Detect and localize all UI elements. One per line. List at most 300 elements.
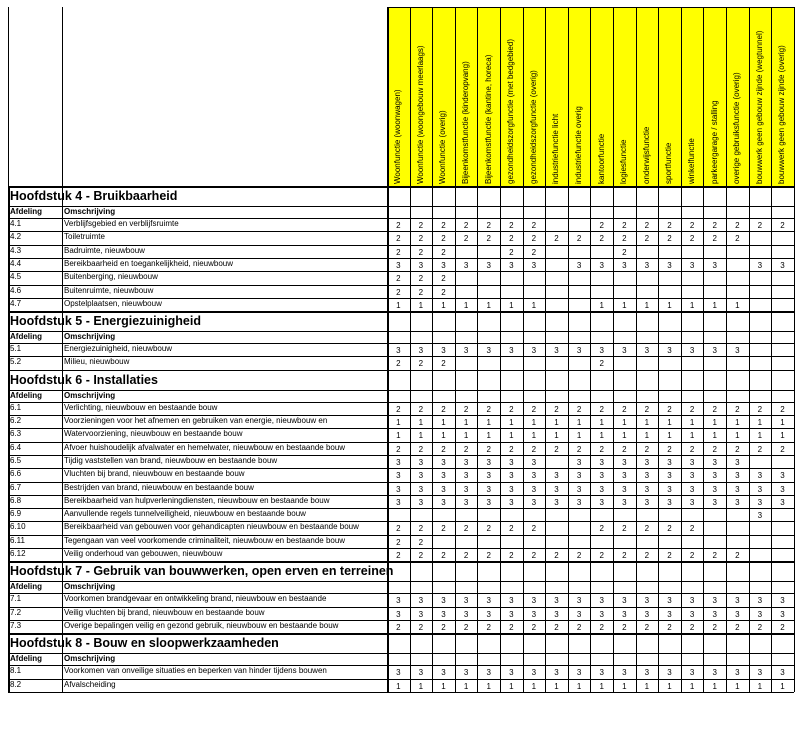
value-cell: 2 <box>780 221 785 230</box>
value-cell: 2 <box>599 524 604 534</box>
value-cell: 3 <box>599 609 604 619</box>
afdeling-label: Afdeling <box>10 582 42 592</box>
grid-line <box>387 7 389 692</box>
value-cell: 3 <box>486 668 491 678</box>
column-header-15 <box>703 7 726 186</box>
row-description: Veilig onderhoud van gebouwen, nieuwbouw <box>64 549 223 558</box>
value-cell: 1 <box>509 300 514 310</box>
value-cell: 3 <box>554 497 559 507</box>
value-cell: 1 <box>486 681 491 691</box>
value-cell <box>771 343 794 356</box>
value-cell: 3 <box>599 260 604 270</box>
grid-line <box>8 186 10 692</box>
value-cell: 2 <box>757 622 763 632</box>
value-cell <box>726 521 749 534</box>
value-cell: 3 <box>418 484 424 494</box>
value-cell: 2 <box>667 404 672 414</box>
value-cell: 3 <box>509 484 514 494</box>
omschrijving-label: Omschrijving <box>64 390 116 400</box>
column-header-4 <box>455 7 478 186</box>
value-cell: 1 <box>735 431 740 441</box>
value-cell: 2 <box>712 622 717 632</box>
value-cell: 3 <box>486 484 491 494</box>
value-cell <box>568 508 591 521</box>
value-cell: 1 <box>599 681 604 691</box>
value-cell: 2 <box>396 537 401 547</box>
value-cell: 3 <box>509 471 514 481</box>
value-cell <box>590 271 613 284</box>
row-description: Overige bepalingen veilig en gezond gebruik, nieuwbouw en bestaande bouw <box>64 620 339 630</box>
grid-line <box>410 7 411 692</box>
grid-line <box>8 653 794 654</box>
value-cell: 3 <box>396 346 401 356</box>
value-cell: 3 <box>463 260 469 270</box>
column-header-9 <box>568 7 591 186</box>
value-cell <box>500 356 523 369</box>
value-cell <box>455 271 478 284</box>
value-cell: 1 <box>418 300 424 310</box>
value-cell: 2 <box>689 524 695 534</box>
value-cell: 3 <box>463 346 469 356</box>
value-cell: 3 <box>554 484 559 494</box>
value-cell: 3 <box>689 596 695 606</box>
value-cell: 3 <box>644 668 650 678</box>
grid-line <box>8 607 794 608</box>
value-cell <box>681 271 704 284</box>
value-cell: 3 <box>622 609 627 619</box>
column-header-3 <box>432 7 455 186</box>
value-cell: 2 <box>712 444 717 454</box>
column-header-label: Woonfunctie (woonwagen) <box>393 89 403 184</box>
value-cell <box>771 298 794 311</box>
value-cell: 3 <box>509 457 514 467</box>
value-cell: 3 <box>757 609 763 619</box>
value-cell: 2 <box>441 221 446 230</box>
value-cell: 3 <box>486 457 491 467</box>
value-cell: 2 <box>622 622 627 632</box>
value-cell: 3 <box>735 471 740 481</box>
value-cell: 3 <box>509 668 514 678</box>
value-cell: 3 <box>576 596 582 606</box>
value-cell: 2 <box>509 524 514 534</box>
value-cell: 2 <box>418 622 424 632</box>
value-cell: 2 <box>644 234 650 244</box>
value-cell: 1 <box>599 431 604 441</box>
value-cell: 1 <box>463 681 469 691</box>
value-cell: 3 <box>576 609 582 619</box>
value-cell: 2 <box>689 404 695 414</box>
value-cell: 3 <box>463 457 469 467</box>
value-cell: 2 <box>667 221 672 230</box>
grid-line <box>726 7 727 692</box>
column-header-14 <box>681 7 704 186</box>
value-cell: 3 <box>622 471 627 481</box>
value-cell: 3 <box>599 596 604 606</box>
value-cell: 2 <box>441 404 446 414</box>
value-cell: 3 <box>554 609 559 619</box>
value-cell <box>477 356 500 369</box>
afdeling-label: Afdeling <box>10 207 42 216</box>
value-cell: 2 <box>735 622 740 632</box>
value-cell: 3 <box>622 346 627 356</box>
value-cell: 2 <box>689 551 695 560</box>
value-cell <box>681 356 704 369</box>
value-cell: 3 <box>486 497 491 507</box>
column-header-11 <box>613 7 636 186</box>
value-cell <box>681 285 704 298</box>
value-cell <box>771 285 794 298</box>
value-cell <box>523 356 546 369</box>
grid-line <box>8 285 794 286</box>
value-cell: 3 <box>463 609 469 619</box>
afdeling-label: Afdeling <box>10 390 42 400</box>
column-header-label: winkelfunctie <box>687 138 697 184</box>
value-cell <box>613 508 636 521</box>
value-cell: 2 <box>644 551 650 560</box>
value-cell: 2 <box>735 404 740 414</box>
value-cell: 2 <box>622 234 627 244</box>
row-description: Badruimte, nieuwbouw <box>64 245 145 255</box>
value-cell: 3 <box>531 497 537 507</box>
value-cell: 3 <box>667 346 672 356</box>
value-cell: 3 <box>757 668 763 678</box>
value-cell: 1 <box>418 431 424 441</box>
value-cell <box>636 356 659 369</box>
value-cell: 2 <box>396 234 401 244</box>
value-cell: 1 <box>780 681 785 691</box>
value-cell: 3 <box>780 668 785 678</box>
value-cell: 2 <box>441 444 446 454</box>
value-cell: 3 <box>576 346 582 356</box>
value-cell: 1 <box>667 418 672 427</box>
row-description: Bestrijden van brand, nieuwbouw en bestaande bouw <box>64 482 254 492</box>
value-cell: 3 <box>735 346 740 356</box>
column-header-label: logiesfunctie <box>619 139 629 184</box>
value-cell: 3 <box>463 497 469 507</box>
value-cell: 3 <box>667 484 672 494</box>
value-cell: 3 <box>712 471 717 481</box>
value-cell: 2 <box>509 404 514 414</box>
value-cell <box>545 285 568 298</box>
value-cell: 2 <box>689 221 695 230</box>
value-cell: 2 <box>441 247 446 257</box>
value-cell: 2 <box>667 444 672 454</box>
value-cell: 2 <box>396 622 401 632</box>
value-cell: 3 <box>735 484 740 494</box>
chapter-title: Hoofdstuk 8 - Bouw en sloopwerkzaamheden <box>10 636 279 651</box>
value-cell: 2 <box>667 234 672 244</box>
value-cell: 2 <box>396 221 401 230</box>
value-cell: 2 <box>576 234 582 244</box>
value-cell <box>568 298 591 311</box>
value-cell <box>477 535 500 548</box>
value-cell <box>432 508 455 521</box>
value-cell <box>590 535 613 548</box>
grid-line <box>477 7 478 692</box>
grid-line <box>658 7 659 692</box>
column-header-label: bouwwerk geen gebouw zijnde (overig) <box>777 45 787 184</box>
value-cell: 2 <box>554 404 559 414</box>
row-description: Voorkomen brandgevaar en ontwikkeling brand, nieuwbouw en bestaande <box>64 594 327 604</box>
value-cell: 2 <box>757 221 763 230</box>
value-cell: 3 <box>644 346 650 356</box>
column-header-label: Woonfunctie (overig) <box>438 110 448 184</box>
value-cell: 3 <box>757 484 763 494</box>
value-cell: 1 <box>622 300 627 310</box>
column-header-label: Woonfunctie (woongebouw meerlaags) <box>415 45 425 184</box>
value-cell <box>658 535 681 548</box>
value-cell: 3 <box>622 484 627 494</box>
value-cell: 3 <box>486 609 491 619</box>
value-cell: 3 <box>757 471 763 481</box>
value-cell: 3 <box>644 457 650 467</box>
value-cell: 2 <box>418 444 424 454</box>
grid-line <box>8 482 794 483</box>
value-cell: 3 <box>486 346 491 356</box>
value-cell: 1 <box>441 300 446 310</box>
value-cell: 3 <box>780 484 785 494</box>
value-cell: 3 <box>689 609 695 619</box>
value-cell: 1 <box>780 431 785 441</box>
value-cell: 2 <box>531 551 537 560</box>
value-cell <box>703 285 726 298</box>
grid-line <box>8 535 794 536</box>
value-cell: 3 <box>486 471 491 481</box>
value-cell <box>636 508 659 521</box>
value-cell: 1 <box>396 418 401 427</box>
value-cell: 1 <box>622 418 627 427</box>
row-code: 8.1 <box>10 666 22 676</box>
omschrijving-label: Omschrijving <box>64 582 116 592</box>
value-cell: 3 <box>441 471 446 481</box>
value-cell: 3 <box>554 346 559 356</box>
value-cell: 3 <box>531 471 537 481</box>
value-cell: 2 <box>531 444 537 454</box>
grid-line <box>703 7 704 692</box>
row-code: 4.7 <box>10 298 22 308</box>
value-cell: 1 <box>576 431 582 441</box>
grid-line <box>636 7 637 692</box>
value-cell <box>703 356 726 369</box>
value-cell <box>568 285 591 298</box>
value-cell: 3 <box>599 457 604 467</box>
value-cell: 3 <box>441 609 446 619</box>
value-cell: 3 <box>509 260 514 270</box>
value-cell <box>545 521 568 534</box>
value-cell: 3 <box>622 457 627 467</box>
value-cell: 2 <box>486 234 491 244</box>
afdeling-label: Afdeling <box>10 332 42 342</box>
value-cell: 1 <box>396 681 401 691</box>
value-cell: 3 <box>622 668 627 678</box>
value-cell <box>749 548 772 561</box>
value-cell <box>545 508 568 521</box>
value-cell <box>636 245 659 258</box>
value-cell: 3 <box>418 457 424 467</box>
column-header-12 <box>636 7 659 186</box>
value-cell <box>658 508 681 521</box>
row-code: 5.2 <box>10 357 22 367</box>
value-cell <box>749 285 772 298</box>
grid-line <box>8 206 794 207</box>
value-cell: 3 <box>599 484 604 494</box>
value-cell: 2 <box>441 551 446 560</box>
value-cell: 2 <box>486 404 491 414</box>
value-cell <box>771 521 794 534</box>
value-cell: 1 <box>509 431 514 441</box>
column-header-label: Bijeenkomstfunctie (kantine, horeca) <box>483 54 493 184</box>
value-cell: 3 <box>599 668 604 678</box>
row-code: 6.10 <box>10 522 26 532</box>
value-cell: 2 <box>396 274 401 284</box>
grid-line <box>8 581 794 582</box>
value-cell: 3 <box>780 260 785 270</box>
row-code: 7.3 <box>10 620 22 630</box>
value-cell: 2 <box>599 444 604 454</box>
value-cell: 3 <box>418 471 424 481</box>
value-cell <box>545 271 568 284</box>
value-cell <box>726 245 749 258</box>
row-description: Afvoer huishoudelijk afvalwater en hemelwater, nieuwbouw en bestaande bouw <box>64 442 346 452</box>
value-cell <box>523 535 546 548</box>
value-cell: 2 <box>712 404 717 414</box>
value-cell <box>477 271 500 284</box>
value-cell: 2 <box>689 234 695 244</box>
value-cell <box>771 508 794 521</box>
value-cell: 3 <box>644 484 650 494</box>
value-cell: 3 <box>757 497 763 507</box>
value-cell <box>455 535 478 548</box>
value-cell <box>703 245 726 258</box>
value-cell <box>568 218 591 231</box>
grid-line <box>794 7 795 692</box>
row-description: Voorkomen van onveilige situaties en beperken van hinder tijdens bouwen <box>64 666 327 676</box>
value-cell <box>568 271 591 284</box>
row-description: Veilig vluchten bij brand, nieuwbouw en bestaande bouw <box>64 607 265 617</box>
column-header-label: overige gebruiksfunctie (overig) <box>732 72 742 184</box>
value-cell: 2 <box>441 622 446 632</box>
grid-line <box>432 7 433 692</box>
value-cell: 2 <box>644 221 650 230</box>
value-cell: 1 <box>644 431 650 441</box>
value-cell: 2 <box>441 234 446 244</box>
value-cell: 3 <box>757 260 763 270</box>
value-cell: 1 <box>441 431 446 441</box>
grid-line <box>62 7 63 692</box>
value-cell: 2 <box>622 404 627 414</box>
value-cell <box>477 245 500 258</box>
value-cell: 2 <box>509 622 514 632</box>
value-cell: 2 <box>780 404 785 414</box>
row-code: 4.6 <box>10 285 22 295</box>
value-cell <box>545 245 568 258</box>
grid-line <box>8 521 794 522</box>
value-cell: 1 <box>509 418 514 427</box>
value-cell: 2 <box>509 444 514 454</box>
value-cell <box>613 285 636 298</box>
value-cell: 2 <box>463 234 469 244</box>
value-cell: 2 <box>689 622 695 632</box>
value-cell: 3 <box>531 346 537 356</box>
value-cell: 1 <box>735 300 740 310</box>
chapter-title: Hoofdstuk 6 - Installaties <box>10 372 158 387</box>
row-description: Bereikbaarheid van gebouwen voor gehandicapten nieuwbouw en bestaande bouw <box>64 522 359 532</box>
row-description: Watervoorziening, nieuwbouw en bestaande bouw <box>64 429 243 439</box>
value-cell: 3 <box>599 497 604 507</box>
value-cell: 3 <box>576 668 582 678</box>
value-cell <box>545 455 568 468</box>
value-cell: 3 <box>644 609 650 619</box>
value-cell: 3 <box>531 457 537 467</box>
value-cell: 1 <box>418 418 424 427</box>
column-header-7 <box>523 7 546 186</box>
value-cell: 3 <box>667 260 672 270</box>
value-cell: 2 <box>396 551 401 560</box>
value-cell: 3 <box>576 497 582 507</box>
value-cell <box>500 535 523 548</box>
value-cell: 1 <box>554 431 559 441</box>
value-cell <box>613 535 636 548</box>
value-cell <box>749 231 772 244</box>
row-code: 4.2 <box>10 232 22 242</box>
grid-line <box>8 343 794 344</box>
value-cell <box>771 271 794 284</box>
value-cell: 3 <box>689 346 695 356</box>
row-code: 6.2 <box>10 416 22 425</box>
value-cell: 2 <box>486 221 491 230</box>
value-cell: 3 <box>667 497 672 507</box>
grid-line <box>771 7 772 692</box>
grid-line <box>8 620 794 621</box>
value-cell: 2 <box>554 444 559 454</box>
value-cell: 2 <box>622 524 627 534</box>
value-cell <box>726 508 749 521</box>
value-cell: 2 <box>531 247 537 257</box>
value-cell: 2 <box>531 524 537 534</box>
value-cell: 2 <box>735 234 740 244</box>
grid-line <box>455 7 456 692</box>
value-cell <box>500 285 523 298</box>
value-cell: 3 <box>667 609 672 619</box>
grid-line <box>8 495 794 496</box>
grid-line <box>8 356 794 357</box>
value-cell: 3 <box>712 260 717 270</box>
row-description: Toiletruimte <box>64 232 105 242</box>
value-cell: 3 <box>667 596 672 606</box>
value-cell: 1 <box>441 681 446 691</box>
value-cell <box>410 508 433 521</box>
value-cell: 2 <box>735 221 740 230</box>
value-cell <box>477 285 500 298</box>
row-code: 4.4 <box>10 258 22 268</box>
value-cell: 3 <box>463 668 469 678</box>
column-header-2 <box>410 7 433 186</box>
value-cell: 1 <box>396 431 401 441</box>
value-cell <box>500 271 523 284</box>
value-cell: 1 <box>667 431 672 441</box>
value-cell: 2 <box>418 404 424 414</box>
value-cell: 3 <box>712 346 717 356</box>
column-header-label: industriefunctie overig <box>574 106 584 184</box>
value-cell: 2 <box>599 221 604 230</box>
value-cell: 1 <box>509 681 514 691</box>
value-cell: 2 <box>757 404 763 414</box>
value-cell: 3 <box>712 457 717 467</box>
value-cell: 3 <box>689 260 695 270</box>
value-cell: 3 <box>667 457 672 467</box>
value-cell: 2 <box>667 622 672 632</box>
column-header-label: Bijeenkomstfunctie (kinderopvang) <box>461 61 471 184</box>
